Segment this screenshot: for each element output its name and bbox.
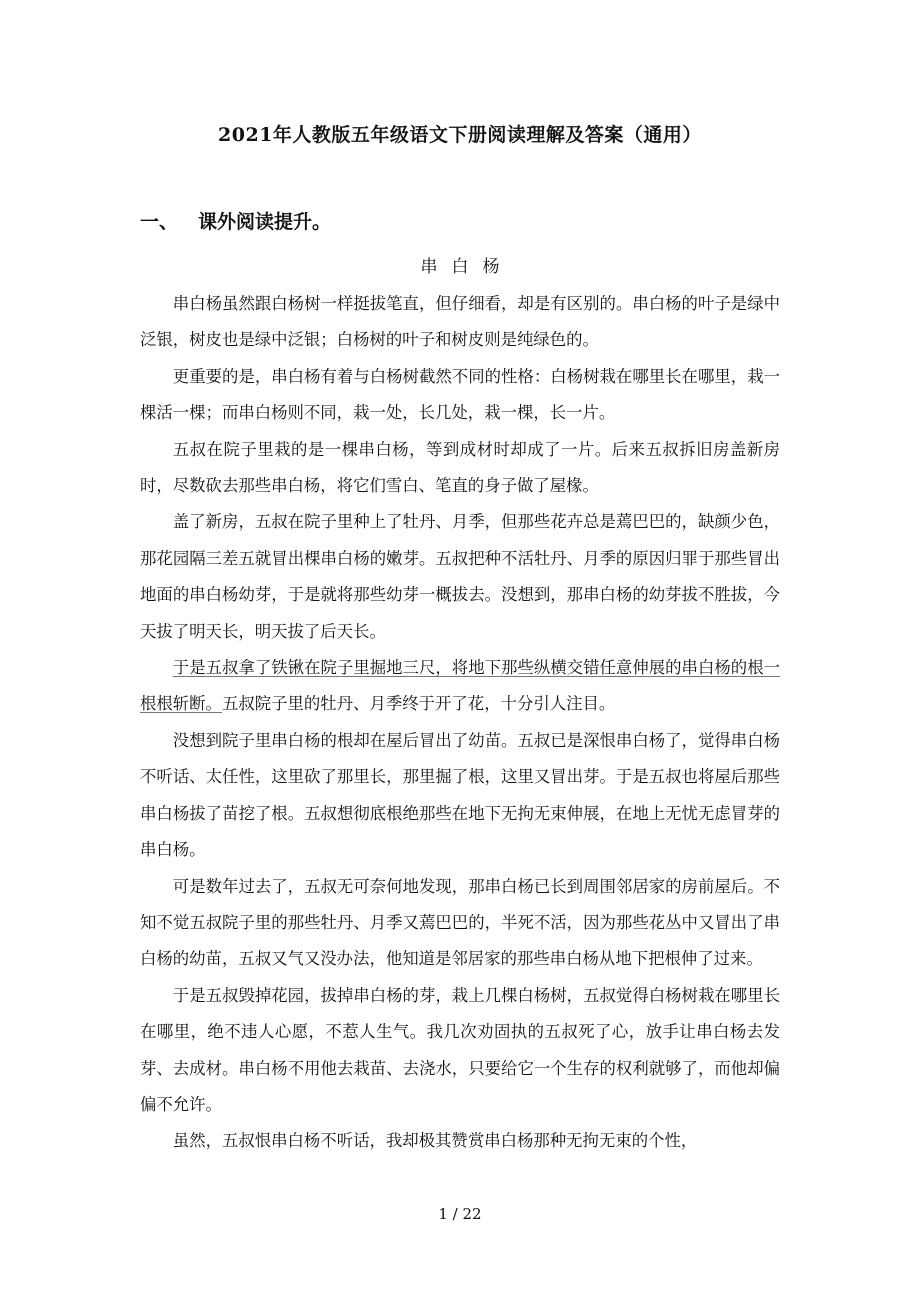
paragraph-8: 于是五叔毁掉花园，拔掉串白杨的芽，栽上几棵白杨树，五叔觉得白杨树栽在哪里长在哪里，绝不违人心愿，不惹人生气。我几次劝固执的五叔死了心，放手让串白杨去发芽、去成材。串白杨不用他去栽苗、去浇水，只要给它一个生存的权利就够了，而他却偏偏不允许。 (140, 985, 780, 1114)
paragraph-1: 串白杨虽然跟白杨树一样挺拔笔直，但仔细看，却是有区别的。串白杨的叶子是绿中泛银，树皮也是绿中泛银；白杨树的叶子和树皮则是纯绿色的。 (140, 294, 780, 350)
paragraph-2: 更重要的是，串白杨有着与白杨树截然不同的性格：白杨树栽在哪里长在哪里，栽一棵活一棵；而串白杨则不同，栽一处，长几处，栽一棵，长一片。 (140, 366, 780, 423)
paragraph-9: 虽然，五叔恨串白杨不听话，我却极其赞赏串白杨那种无拘无束的个性， (172, 1131, 698, 1151)
paragraph-6: 没想到院子里串白杨的根却在屋后冒出了幼苗。五叔已是深恨串白杨了，觉得串白杨不听话、太任性，这里砍了那里长，那里掘了根，这里又冒出芽。于是五叔也将屋后那些串白杨拔了苗挖了根。五叔想彻底根绝那些在地下无拘无束伸展，在地上无忧无虑冒芽的串白杨。 (140, 730, 780, 860)
article-title: 串白杨 (420, 257, 514, 277)
underlined-sentence: 于是五叔拿了铁锹在院子里掘地三尺，将地下那些纵横交错任意伸展的串白杨的根一根根斩断。 (140, 658, 780, 714)
document-title: 2021年人教版五年级语文下册阅读理解及答案（通用） (218, 124, 702, 146)
paragraph-7: 可是数年过去了，五叔无可奈何地发现，那串白杨已长到周围邻居家的房前屋后。不知不觉五叔院子里的那些牡丹、月季又蔫巴巴的，半死不活，因为那些花丛中又冒出了串白杨的幼苗，五叔又气又没办法，他知道是邻居家的那些串白杨从地下把根伸了过来。 (140, 876, 780, 969)
page-number: 1 / 22 (438, 1205, 482, 1223)
paragraph-4: 盖了新房，五叔在院子里种上了牡丹、月季，但那些花卉总是蔫巴巴的，缺颜少色，那花园隔三差五就冒出棵串白杨的嫩芽。五叔把种不活牡丹、月季的原因归罪于那些冒出地面的串白杨幼芽，于是就将那些幼芽一概拔去。没想到，那串白杨的幼芽拔不胜拔，今天拔了明天长，明天拔了后天长。 (140, 512, 780, 641)
paragraph-3: 五叔在院子里栽的是一棵串白杨，等到成材时却成了一片。后来五叔拆旧房盖新房时，尽数砍去那些串白杨，将它们雪白、笔直的身子做了屋椽。 (140, 439, 780, 496)
section-label: 课外阅读提升。 (198, 211, 332, 233)
section-heading (140, 207, 331, 234)
paragraph-5 (140, 650, 780, 723)
paragraph-5-rest: 五叔院子里的牡丹、月季终于开了花，十分引人注目。 (221, 694, 616, 714)
section-number: 一、 (140, 211, 179, 233)
article-body (140, 286, 780, 1160)
